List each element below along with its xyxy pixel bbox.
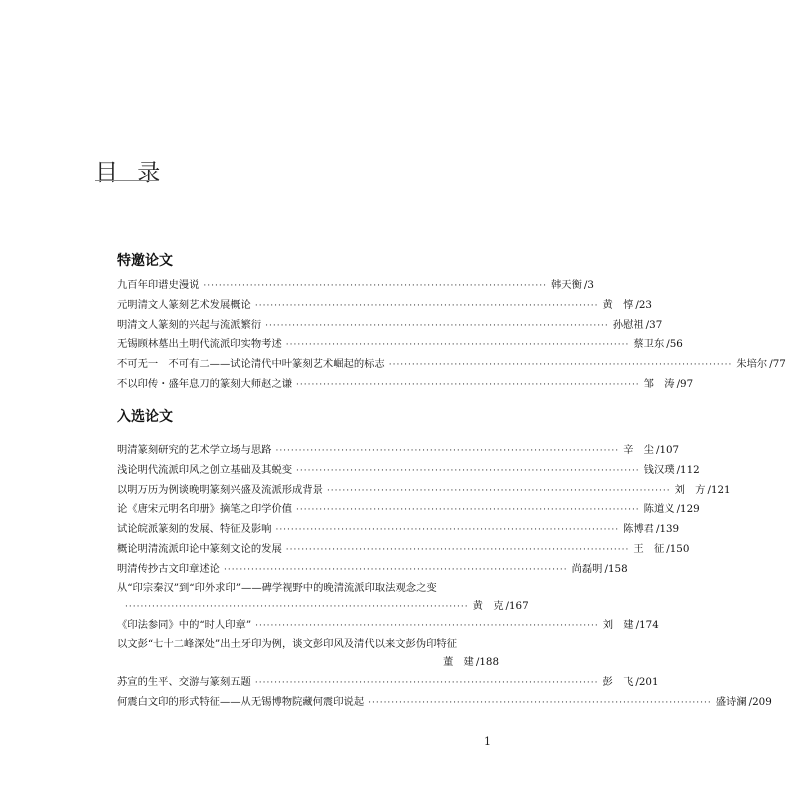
toc-leader: ························································································· [285, 340, 630, 351]
toc-leader: ························································································· [265, 320, 609, 331]
toc-entry-page: 3 [587, 279, 594, 291]
toc-leader: ························································································· [254, 677, 599, 688]
toc-separator: / [583, 279, 588, 291]
toc-entry-author: 王 征 [633, 542, 665, 555]
toc-entry[interactable] [117, 355, 786, 375]
toc-leader: ························································································· [275, 446, 620, 456]
toc-list-selected [117, 441, 772, 713]
toc-entry-page: 121 [710, 483, 731, 496]
toc-entry-title: 明清文人篆刻的兴起与流派繁衍 [117, 318, 262, 331]
toc-separator: / [604, 562, 608, 575]
toc-entry-title: 不以印传・盛年息刀的篆刻大师赵之谦 [117, 377, 293, 390]
toc-entry-title: 明清传抄古文印章述论 [117, 562, 220, 575]
title-underline [95, 180, 159, 181]
toc-leader: ························································································· [203, 281, 547, 291]
toc-separator: / [676, 377, 681, 390]
toc-entry-continuation[interactable] [117, 597, 529, 617]
toc-entry-title-line[interactable] [117, 580, 499, 597]
toc-entry-author: 孙慰祖 [612, 318, 644, 331]
toc-separator: / [475, 656, 480, 669]
toc-entry-author: 韩天衡 [551, 279, 582, 291]
toc-entry-page: 201 [638, 675, 659, 688]
toc-entry-author: 盛诗澜 [715, 695, 747, 708]
toc-entry[interactable] [117, 693, 772, 713]
toc-entry-title: 《印法参同》中的“时人印章” [117, 619, 252, 632]
toc-entry-author: 黄 惇 [602, 298, 634, 311]
toc-entry-author: 邹 涛 [643, 377, 675, 390]
toc-leader: ························································································· [254, 300, 599, 311]
toc-separator: / [635, 619, 640, 632]
toc-entry[interactable] [117, 461, 700, 481]
toc-entry[interactable] [117, 335, 683, 355]
toc-entry[interactable] [117, 375, 694, 395]
toc-entry-page: 129 [680, 503, 700, 516]
toc-entry-continuation[interactable] [117, 653, 499, 673]
toc-entry-page: 167 [509, 599, 529, 612]
toc-separator: / [769, 358, 773, 371]
toc-entry-page: 174 [639, 619, 659, 632]
toc-entry-author: 蔡卫东 [633, 338, 665, 351]
toc-entry[interactable] [117, 520, 680, 540]
toc-entry-title: 以明万历为例谈晚明篆刻兴盛及流派形成背景 [117, 483, 323, 496]
toc-entry-author: 陈道义 [643, 503, 675, 516]
toc-entry-page: 107 [659, 444, 680, 456]
toc-separator: / [645, 318, 650, 331]
toc-entry-page: 188 [479, 656, 499, 669]
toc-entry[interactable] [117, 616, 659, 636]
toc-entry-title-line[interactable] [117, 636, 499, 653]
toc-entry-page: 77 [772, 358, 786, 371]
toc-entry[interactable] [117, 540, 690, 560]
toc-leader: ························································································· [255, 621, 599, 632]
toc-entry[interactable] [117, 441, 680, 461]
toc-leader: ························································································· [296, 465, 640, 476]
toc-separator: / [655, 523, 660, 536]
toc-leader: ························································································· [388, 360, 733, 371]
toc-separator: / [505, 599, 509, 612]
toc-entry-title: 何震白文印的形式特征——从无锡博物院藏何震印说起 [117, 695, 365, 708]
toc-entry-page: 139 [659, 523, 680, 536]
toc-entry-page: 37 [649, 318, 663, 331]
toc-entry-title: 苏宣的生平、交游与篆刻五题 [117, 675, 251, 688]
toc-entry[interactable] [117, 500, 700, 520]
toc-entry-author: 黄 克 [472, 599, 504, 612]
toc-entry-title: 从“印宗秦汉”到“印外求印”——碑学视野中的晚清流派印取法观念之变 [117, 581, 437, 594]
section-heading-invited: 特邀论文 [117, 253, 173, 269]
toc-separator: / [748, 695, 753, 708]
toc-separator: / [666, 542, 670, 555]
toc-entry-author: 刘 方 [674, 483, 706, 496]
toc-entry-title: 不可无一 不可有二——试论清代中叶篆刻艺术崛起的标志 [117, 358, 385, 371]
section-heading-selected: 入选论文 [117, 409, 173, 425]
toc-entry-title: 元明清文人篆刻艺术发展概论 [117, 298, 251, 311]
toc-entry-author: 陈博君 [623, 523, 654, 536]
toc-entry-author: 钱汉璞 [643, 463, 675, 476]
toc-separator: / [635, 298, 639, 311]
toc-entry-page: 56 [669, 338, 683, 351]
toc-leader: ························································································· [296, 505, 640, 516]
toc-entry-author: 彭 飞 [602, 675, 634, 688]
toc-entry-title: 试论皖派篆刻的发展、特征及影响 [117, 523, 272, 536]
toc-entry-author: 董 建 [442, 656, 474, 669]
toc-entry[interactable] [117, 481, 731, 501]
toc-entry-page: 158 [607, 562, 628, 575]
toc-leader: ························································································· [125, 601, 469, 612]
toc-separator: / [635, 675, 639, 688]
toc-entry-author: 辛 尘 [623, 444, 654, 456]
toc-entry[interactable] [117, 276, 594, 296]
toc-separator: / [676, 503, 681, 516]
toc-entry-title: 概论明清流派印论中篆刻文论的发展 [117, 542, 282, 555]
toc-entry-title: 浅论明代流派印风之创立基础及其蜕变 [117, 463, 293, 476]
toc-list-invited [117, 276, 786, 395]
toc-entry-author: 尚磊明 [571, 562, 603, 575]
toc-leader: ························································································· [296, 379, 640, 390]
toc-entry-page: 150 [669, 542, 690, 555]
toc-entry-title: 明清篆刻研究的艺术学立场与思路 [117, 444, 272, 456]
toc-leader: ························································································· [223, 564, 568, 575]
toc-entry-author: 朱培尔 [736, 358, 768, 371]
toc-entry[interactable] [117, 673, 659, 693]
toc-leader: ························································································· [275, 525, 620, 536]
toc-leader: ························································································· [368, 697, 712, 708]
toc-separator: / [655, 444, 660, 456]
toc-entry-page: 23 [638, 298, 652, 311]
toc-leader: ························································································· [285, 544, 630, 555]
toc-separator: / [666, 338, 670, 351]
toc-entry-page: 97 [680, 377, 694, 390]
toc-entry-title: 以文彭“七十二峰深处”出土牙印为例，谈文彭印风及清代以来文彭伪印特征 [117, 638, 458, 651]
toc-separator: / [707, 483, 711, 496]
toc-entry-page: 112 [680, 463, 700, 476]
toc-entry-title: 论《唐宋元明名印册》摘笔之印学价值 [117, 503, 293, 516]
toc-entry-author: 刘 建 [602, 619, 634, 632]
toc-entry[interactable] [117, 560, 628, 580]
toc-entry-title: 无锡顾林墓出土明代流派印实物考述 [117, 338, 282, 351]
page-title: 目 录 [95, 160, 167, 186]
toc-entry[interactable] [117, 296, 652, 316]
toc-entry-page: 209 [752, 695, 772, 708]
page-number: 1 [484, 735, 491, 748]
toc-separator: / [676, 463, 681, 476]
toc-entry-title: 九百年印谱史漫说 [117, 279, 200, 291]
toc-entry[interactable] [117, 316, 663, 336]
toc-leader: ························································································· [326, 485, 671, 496]
